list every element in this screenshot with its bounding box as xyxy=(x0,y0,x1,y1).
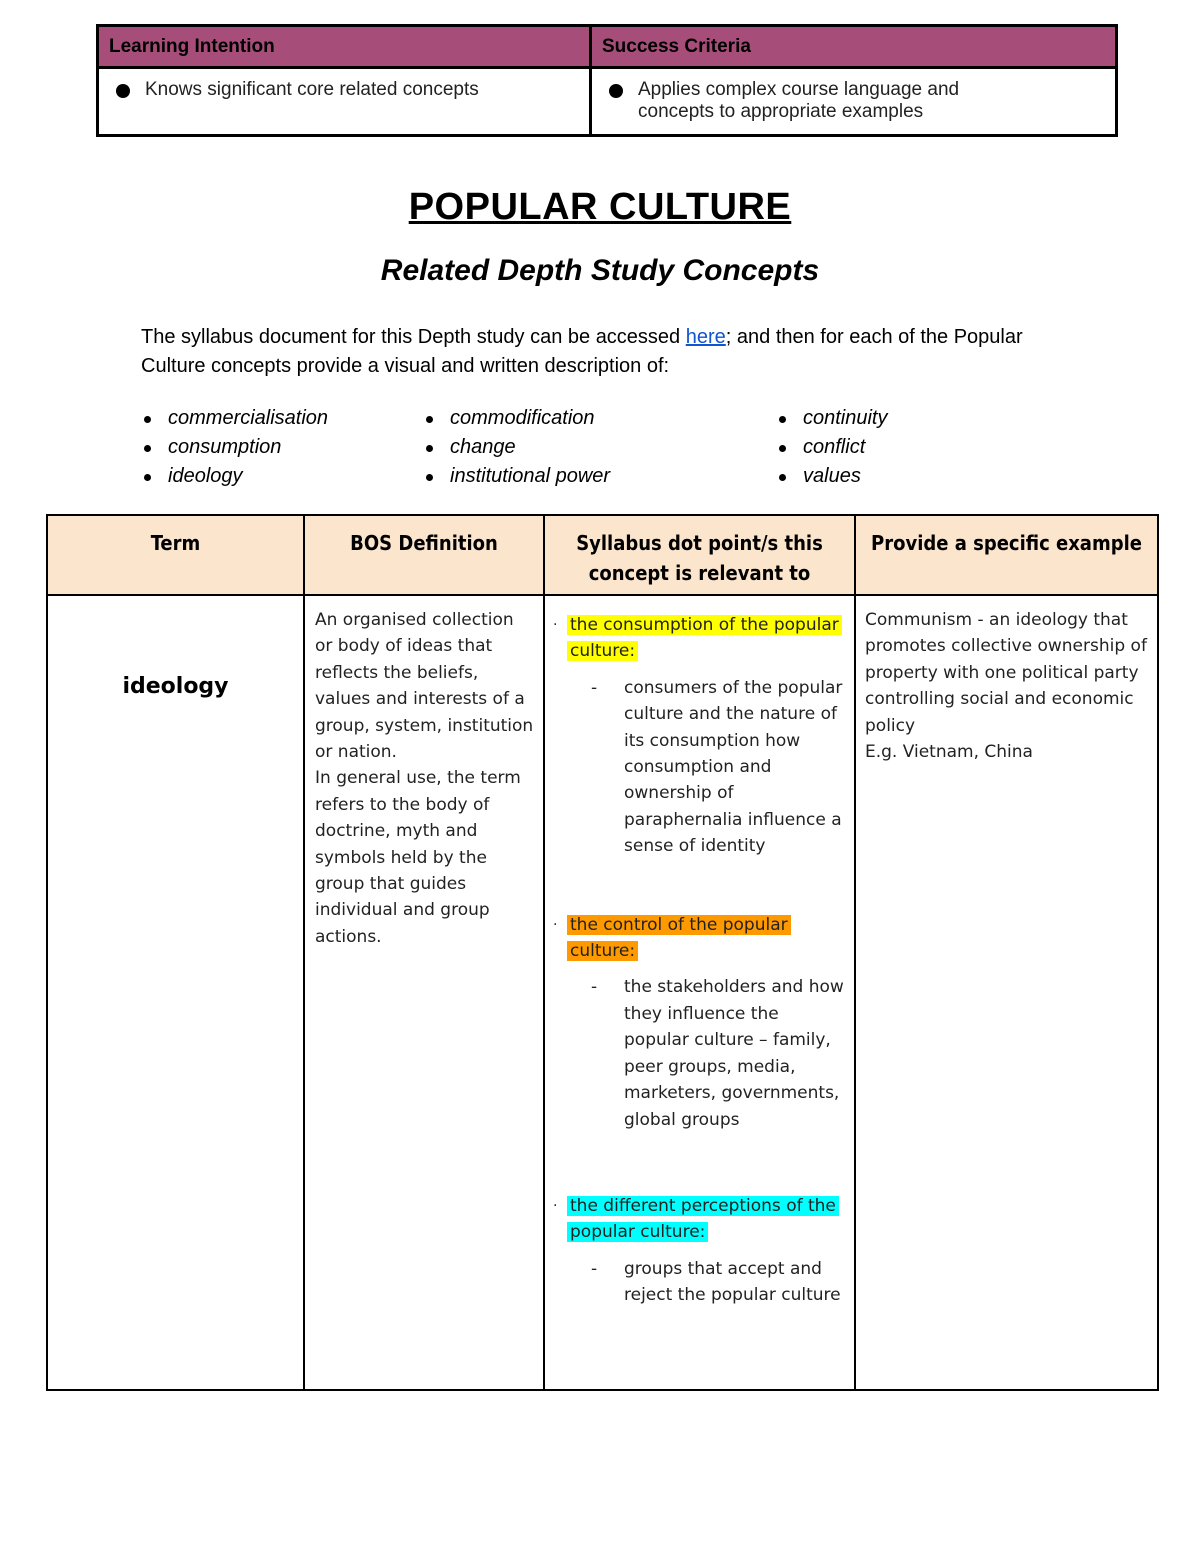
success-criteria-header: Success Criteria xyxy=(591,26,1117,68)
learning-intention-cell xyxy=(98,68,591,136)
concept-item: ideology xyxy=(141,462,328,491)
syllabus-subpoint xyxy=(553,1256,848,1309)
syllabus-heading-consumption: the consumption of the popular culture: xyxy=(567,615,842,661)
dash-glyph: - xyxy=(591,1258,598,1279)
syllabus-detail: groups that accept and reject the popular culture xyxy=(624,1258,841,1306)
syllabus-subpoint xyxy=(553,675,848,860)
syllabus-detail: the stakeholders and how they influence the popular culture – family, peer groups, media, marketers, governments, global groups xyxy=(624,977,844,1130)
intro-text: The syllabus document for this Depth study can be accessed xyxy=(141,326,686,348)
definition-text: An organised collection or body of ideas that reflects the beliefs, values and interests of a group, system, institution or nation. xyxy=(315,610,534,763)
concept-item: values xyxy=(776,462,888,491)
syllabus-heading-control: the control of the popular culture: xyxy=(567,915,791,961)
concept-item: change xyxy=(423,433,610,462)
definition-general-text: In general use, the term refers to the body of doctrine, myth and symbols held by the group that guides individual and group actions. xyxy=(315,768,521,947)
concept-list-col2 xyxy=(423,404,610,491)
dash-glyph: - xyxy=(591,677,598,698)
concept-table xyxy=(46,514,1159,1391)
term-header: Term xyxy=(47,515,304,595)
example-cell xyxy=(855,595,1158,1390)
definition-header: BOS Definition xyxy=(304,515,544,595)
bullet-glyph: · xyxy=(553,1197,558,1214)
concept-list-col3 xyxy=(776,404,888,491)
learning-intention-header: Learning Intention xyxy=(98,26,591,68)
success-criteria-cell xyxy=(591,68,1117,136)
definition-cell xyxy=(304,595,544,1390)
concept-item: commodification xyxy=(423,404,610,433)
dash-glyph: - xyxy=(591,977,598,998)
page-title: POPULAR CULTURE xyxy=(408,186,792,228)
page-subtitle: Related Depth Study Concepts xyxy=(380,254,820,287)
example-text: Communism - an ideology that promotes collective ownership of property with one political party controlling social and economic policy xyxy=(865,610,1147,736)
syllabus-subpoint xyxy=(553,974,848,1132)
intro-text-after: ; and then for each of the Popular Culture concepts provide a visual and written description of: xyxy=(141,326,1023,377)
syllabus-link[interactable]: here xyxy=(685,326,726,348)
example-header: Provide a specific example xyxy=(855,515,1158,595)
concept-item: commercialisation xyxy=(141,404,328,433)
syllabus-point xyxy=(553,1193,848,1246)
concept-item: continuity xyxy=(776,404,888,433)
learning-intention-item: Knows significant core related concepts xyxy=(145,79,577,101)
syllabus-header: Syllabus dot point/s this concept is relevant to xyxy=(544,515,855,595)
concept-item: conflict xyxy=(776,433,888,462)
term-cell: ideology xyxy=(47,595,304,1390)
syllabus-heading-perceptions: the different perceptions of the popular culture: xyxy=(567,1196,839,1242)
success-criteria-item: Applies complex course language and concepts to appropriate examples xyxy=(638,79,1008,123)
intro-paragraph xyxy=(141,323,1041,381)
syllabus-point xyxy=(553,612,848,665)
concept-list-col1 xyxy=(141,404,328,491)
example-eg: E.g. Vietnam, China xyxy=(865,742,1033,763)
syllabus-point xyxy=(553,912,848,965)
bullet-glyph: · xyxy=(553,916,558,933)
concept-item: consumption xyxy=(141,433,328,462)
syllabus-cell xyxy=(544,595,855,1390)
syllabus-detail: consumers of the popular culture and the nature of its consumption how consumption and ownership of paraphernalia influence a sense of identity xyxy=(624,677,843,857)
concept-item: institutional power xyxy=(423,462,610,491)
bullet-glyph: · xyxy=(553,617,558,633)
learning-intention-table xyxy=(96,24,1118,137)
